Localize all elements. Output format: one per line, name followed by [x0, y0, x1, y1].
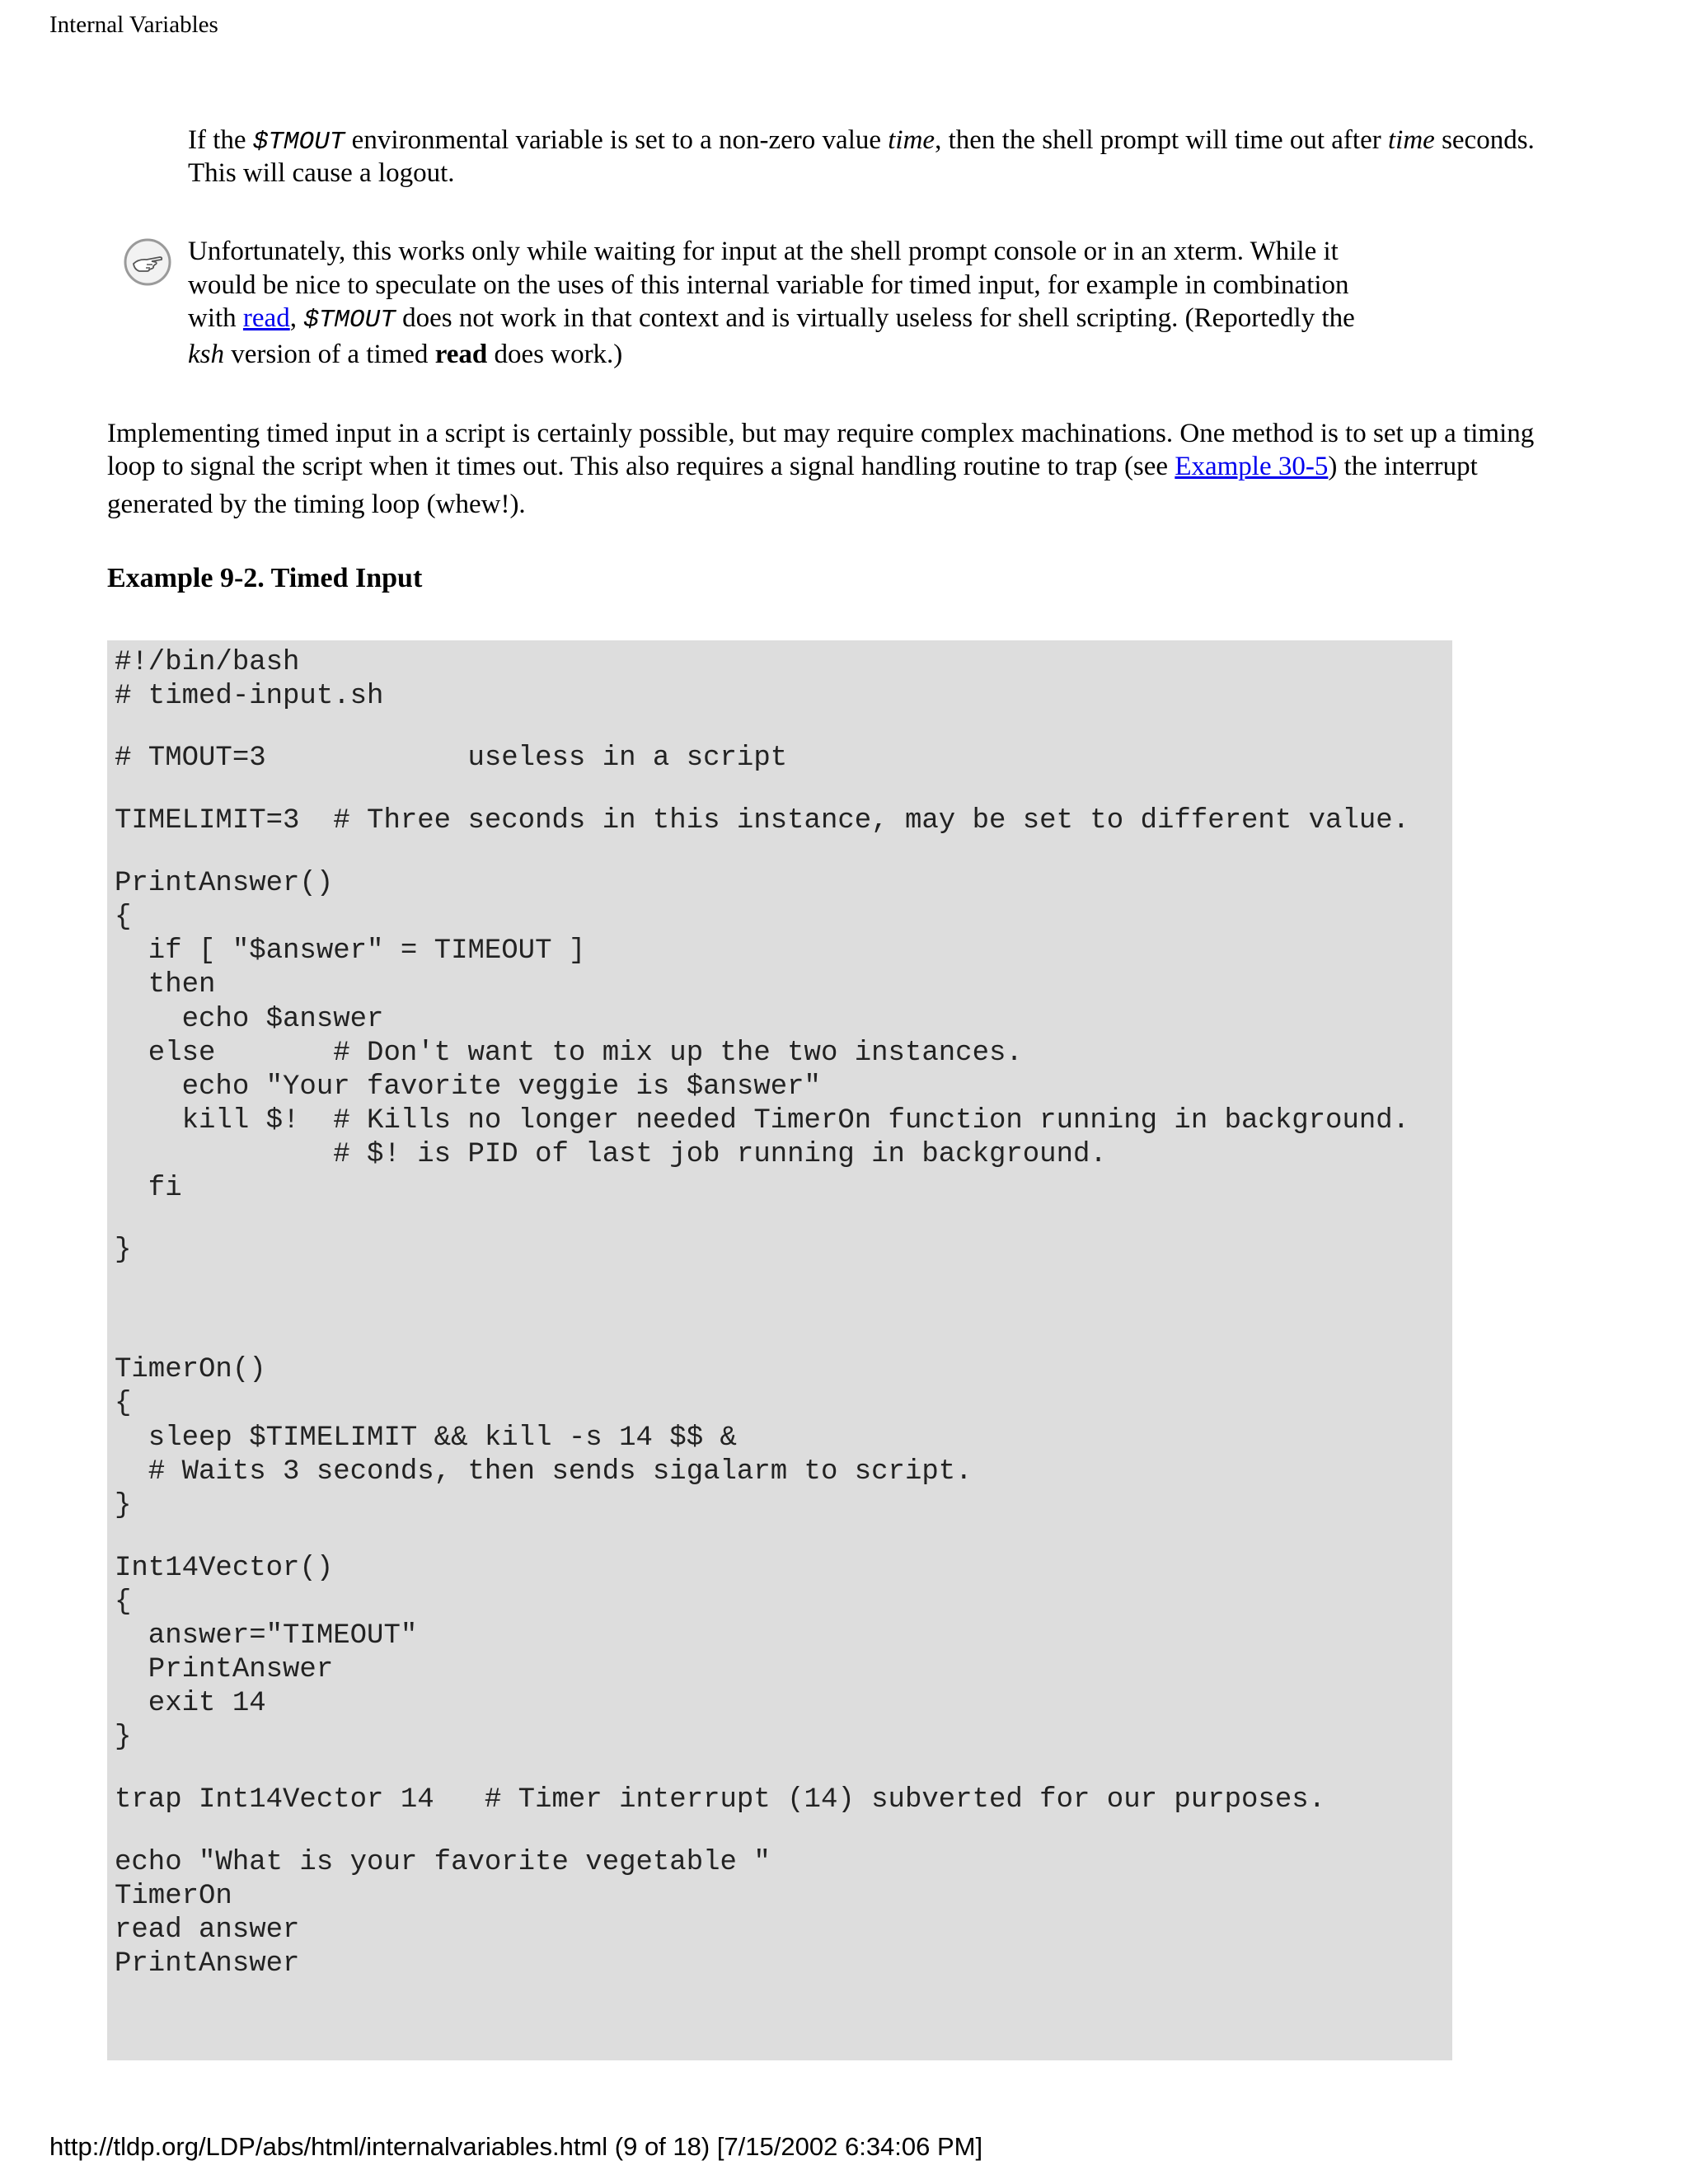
example-title: Example 9-2. Timed Input	[107, 563, 423, 593]
code-line: echo "What is your favorite vegetable "	[115, 1847, 771, 1878]
code-line: PrintAnswer	[115, 1948, 300, 1980]
impl-paragraph-line-1: Implementing timed input in a script is certainly possible, but may require complex machinations. One method is to set up a timing	[107, 419, 1535, 448]
code-line: TIMELIMIT=3 # Three seconds in this instance, may be set to different value.	[115, 805, 1410, 837]
read-link[interactable]: read	[242, 303, 290, 333]
code-listing	[107, 640, 1452, 2060]
code-line: sleep $TIMELIMIT && kill -s 14 $$ &	[115, 1422, 737, 1454]
note-line-3	[188, 302, 1355, 337]
emphasis-time: time	[888, 125, 935, 155]
code-line: # $! is PID of last job running in background.	[115, 1139, 1107, 1170]
code-line: exit 14	[115, 1688, 266, 1719]
code-line: PrintAnswer()	[115, 868, 334, 899]
bold-read: read	[434, 340, 488, 369]
note-line-4	[188, 338, 622, 372]
code-line: {	[115, 1388, 132, 1419]
tmout-var: $TMOUT	[303, 306, 396, 335]
code-line: if [ "$answer" = TIMEOUT ]	[115, 935, 586, 967]
tmout-paragraph-line-2: This will cause a logout.	[188, 158, 455, 188]
code-line: # TMOUT=3 useless in a script	[115, 743, 788, 774]
code-line: kill $! # Kills no longer needed TimerOn function running in background.	[115, 1105, 1410, 1137]
code-line: }	[115, 1722, 132, 1753]
code-line: read answer	[115, 1915, 300, 1946]
code-line: # timed-input.sh	[115, 681, 384, 712]
code-line: PrintAnswer	[115, 1654, 334, 1685]
code-line: TimerOn()	[115, 1354, 266, 1385]
tmout-paragraph-line-1	[188, 124, 1535, 159]
emphasis-ksh: ksh	[188, 340, 224, 369]
code-line: }	[115, 1490, 132, 1521]
text-run: seconds.	[1434, 125, 1535, 155]
impl-paragraph-line-2	[107, 450, 1478, 484]
text-run: ) the interrupt	[1328, 452, 1478, 481]
text-run: If the	[188, 125, 253, 155]
text-run: does work.)	[487, 340, 623, 369]
text-run: with	[188, 303, 243, 333]
code-line: echo "Your favorite veggie is $answer"	[115, 1071, 821, 1103]
code-line: answer="TIMEOUT"	[115, 1620, 418, 1652]
code-line: #!/bin/bash	[115, 647, 300, 678]
code-line: fi	[115, 1173, 182, 1204]
page-header-title: Internal Variables	[49, 12, 218, 38]
text-run: environmental variable is set to a non-zero value	[345, 125, 889, 155]
impl-paragraph-line-3: generated by the timing loop (whew!).	[107, 490, 526, 519]
example-30-5-link[interactable]: Example 30-5	[1175, 452, 1329, 481]
code-line: echo $answer	[115, 1004, 384, 1035]
page-footer-url: http://tldp.org/LDP/abs/html/internalvariables.html (9 of 18) [7/15/2002 6:34:06 PM]	[49, 2132, 983, 2161]
text-run: version of a timed	[224, 340, 435, 369]
code-line: {	[115, 902, 132, 933]
tmout-var: $TMOUT	[252, 128, 345, 157]
text-run: does not work in that context and is virtually useless for shell scripting. (Reportedly the	[395, 303, 1355, 333]
emphasis-time: time	[1387, 125, 1435, 155]
code-line: }	[115, 1235, 132, 1266]
text-run: loop to signal the script when it times out. This also requires a signal handling routine to trap (see	[107, 452, 1175, 481]
code-line: TimerOn	[115, 1881, 232, 1912]
code-line: Int14Vector()	[115, 1553, 334, 1584]
code-line: else # Don't want to mix up the two instances.	[115, 1038, 1023, 1069]
code-line: {	[115, 1586, 132, 1618]
note-line-2: would be nice to speculate on the uses of this internal variable for timed input, for example in combination	[188, 270, 1349, 300]
code-line: # Waits 3 seconds, then sends sigalarm to script.	[115, 1456, 973, 1488]
text-run: ,	[289, 303, 304, 333]
note-line-1: Unfortunately, this works only while waiting for input at the shell prompt console or in an xterm. While it	[188, 237, 1339, 266]
code-line: then	[115, 969, 216, 1001]
code-line: trap Int14Vector 14 # Timer interrupt (14) subverted for our purposes.	[115, 1784, 1326, 1816]
text-run: , then the shell prompt will time out after	[935, 125, 1388, 155]
note-hand-icon	[122, 237, 173, 288]
